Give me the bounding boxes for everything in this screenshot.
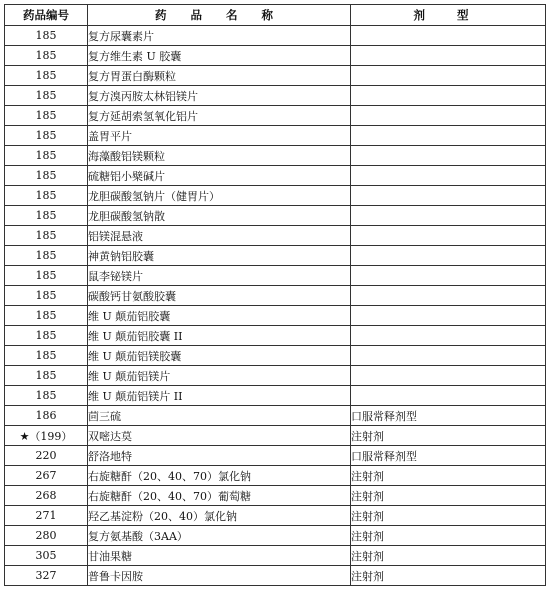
- table-row: [5, 106, 546, 126]
- drug-name-cell: 鼠李铋镁片: [88, 266, 351, 286]
- table-row: [5, 166, 546, 186]
- drug-name-cell: 右旋糖酐（20、40、70）氯化钠: [88, 466, 351, 486]
- drug-code-cell: 185: [5, 306, 88, 326]
- drug-code-cell: 185: [5, 246, 88, 266]
- table-row: [5, 406, 546, 426]
- drug-name-cell: 复方维生素 U 胶囊: [88, 46, 351, 66]
- table-row: [5, 226, 546, 246]
- table-row: [5, 446, 546, 466]
- dosage-form-cell: [351, 266, 546, 286]
- table-row: [5, 306, 546, 326]
- drug-code-cell: 185: [5, 206, 88, 226]
- drug-name-cell: 维 U 颠茄铝胶囊: [88, 306, 351, 326]
- drug-code-cell: 185: [5, 346, 88, 366]
- table-row: [5, 26, 546, 46]
- drug-name-cell: 硫糖铝小檗碱片: [88, 166, 351, 186]
- table-row: [5, 566, 546, 586]
- table-row: [5, 126, 546, 146]
- drug-name-cell: 复方氨基酸（3AA）: [88, 526, 351, 546]
- drug-code-cell: 185: [5, 166, 88, 186]
- dosage-form-cell: [351, 86, 546, 106]
- drug-code-cell: 327: [5, 566, 88, 586]
- table-row: [5, 86, 546, 106]
- drug-name-cell: 盖胃平片: [88, 126, 351, 146]
- table-row: [5, 206, 546, 226]
- dosage-form-cell: 口服常释剂型: [351, 406, 546, 426]
- table-row: [5, 386, 546, 406]
- table-row: [5, 266, 546, 286]
- dosage-form-cell: [351, 386, 546, 406]
- drug-code-cell: 280: [5, 526, 88, 546]
- drug-code-cell: 271: [5, 506, 88, 526]
- dosage-form-cell: 注射剂: [351, 486, 546, 506]
- drug-code-cell: 185: [5, 386, 88, 406]
- drug-name-cell: 维 U 颠茄铝镁胶囊: [88, 346, 351, 366]
- dosage-form-cell: [351, 186, 546, 206]
- drug-code-cell: 267: [5, 466, 88, 486]
- dosage-form-cell: [351, 346, 546, 366]
- table-header-row: [5, 5, 546, 26]
- drug-code-cell: 185: [5, 266, 88, 286]
- dosage-form-cell: [351, 26, 546, 46]
- drug-code-cell: ★（199）: [5, 426, 88, 446]
- drug-code-cell: 185: [5, 226, 88, 246]
- drug-name-cell: 海藻酸铝镁颗粒: [88, 146, 351, 166]
- drug-name-cell: 甘油果糖: [88, 546, 351, 566]
- dosage-form-cell: [351, 206, 546, 226]
- table-row: [5, 486, 546, 506]
- dosage-form-cell: [351, 146, 546, 166]
- table-row: [5, 466, 546, 486]
- dosage-form-cell: [351, 246, 546, 266]
- drug-code-cell: 185: [5, 366, 88, 386]
- table-body: [5, 26, 546, 586]
- table-row: [5, 146, 546, 166]
- drug-code-cell: 185: [5, 66, 88, 86]
- table-row: [5, 546, 546, 566]
- header-dosage-form: 剂 型: [351, 5, 546, 26]
- drug-code-cell: 185: [5, 186, 88, 206]
- dosage-form-cell: [351, 46, 546, 66]
- dosage-form-cell: [351, 286, 546, 306]
- drug-name-cell: 复方延胡索氢氧化铝片: [88, 106, 351, 126]
- dosage-form-cell: [351, 106, 546, 126]
- table-row: [5, 426, 546, 446]
- drug-name-cell: 复方胃蛋白酶颗粒: [88, 66, 351, 86]
- drug-name-cell: 维 U 颠茄铝镁片: [88, 366, 351, 386]
- table-row: [5, 286, 546, 306]
- drug-code-cell: 185: [5, 46, 88, 66]
- dosage-form-cell: 注射剂: [351, 426, 546, 446]
- table-row: [5, 506, 546, 526]
- dosage-form-cell: 注射剂: [351, 526, 546, 546]
- drug-code-cell: 220: [5, 446, 88, 466]
- dosage-form-cell: [351, 366, 546, 386]
- drug-name-cell: 龙胆碳酸氢钠片（健胃片）: [88, 186, 351, 206]
- drug-name-cell: 茴三硫: [88, 406, 351, 426]
- drug-name-cell: 复方溴丙胺太林铝镁片: [88, 86, 351, 106]
- drug-code-cell: 185: [5, 126, 88, 146]
- drug-code-cell: 185: [5, 326, 88, 346]
- table-row: [5, 246, 546, 266]
- dosage-form-cell: 注射剂: [351, 506, 546, 526]
- drug-name-cell: 铝镁混悬液: [88, 226, 351, 246]
- header-drug-code: 药品编号: [5, 5, 88, 26]
- drug-name-cell: 碳酸钙甘氨酸胶囊: [88, 286, 351, 306]
- dosage-form-cell: 注射剂: [351, 546, 546, 566]
- dosage-form-cell: 注射剂: [351, 466, 546, 486]
- drug-name-cell: 维 U 颠茄铝镁片 II: [88, 386, 351, 406]
- drug-code-cell: 185: [5, 106, 88, 126]
- drug-code-cell: 185: [5, 146, 88, 166]
- dosage-form-cell: [351, 66, 546, 86]
- dosage-form-cell: 注射剂: [351, 566, 546, 586]
- drug-code-cell: 185: [5, 86, 88, 106]
- dosage-form-cell: [351, 306, 546, 326]
- drug-code-cell: 185: [5, 26, 88, 46]
- table-row: [5, 186, 546, 206]
- dosage-form-cell: [351, 166, 546, 186]
- drug-name-cell: 双嘧达莫: [88, 426, 351, 446]
- drug-list-table: [4, 4, 546, 586]
- drug-code-cell: 268: [5, 486, 88, 506]
- dosage-form-cell: 口服常释剂型: [351, 446, 546, 466]
- header-drug-name: 药 品 名 称: [88, 5, 351, 26]
- drug-code-cell: 305: [5, 546, 88, 566]
- dosage-form-cell: [351, 326, 546, 346]
- drug-name-cell: 神黄钠铝胶囊: [88, 246, 351, 266]
- table-row: [5, 46, 546, 66]
- drug-code-cell: 186: [5, 406, 88, 426]
- drug-name-cell: 羟乙基淀粉（20、40）氯化钠: [88, 506, 351, 526]
- drug-name-cell: 龙胆碳酸氢钠散: [88, 206, 351, 226]
- drug-name-cell: 维 U 颠茄铝胶囊 II: [88, 326, 351, 346]
- table-row: [5, 326, 546, 346]
- dosage-form-cell: [351, 126, 546, 146]
- table-row: [5, 66, 546, 86]
- dosage-form-cell: [351, 226, 546, 246]
- drug-name-cell: 复方尿囊素片: [88, 26, 351, 46]
- table-row: [5, 366, 546, 386]
- table-row: [5, 346, 546, 366]
- drug-name-cell: 普鲁卡因胺: [88, 566, 351, 586]
- drug-name-cell: 舒洛地特: [88, 446, 351, 466]
- drug-code-cell: 185: [5, 286, 88, 306]
- drug-name-cell: 右旋糖酐（20、40、70）葡萄糖: [88, 486, 351, 506]
- table-row: [5, 526, 546, 546]
